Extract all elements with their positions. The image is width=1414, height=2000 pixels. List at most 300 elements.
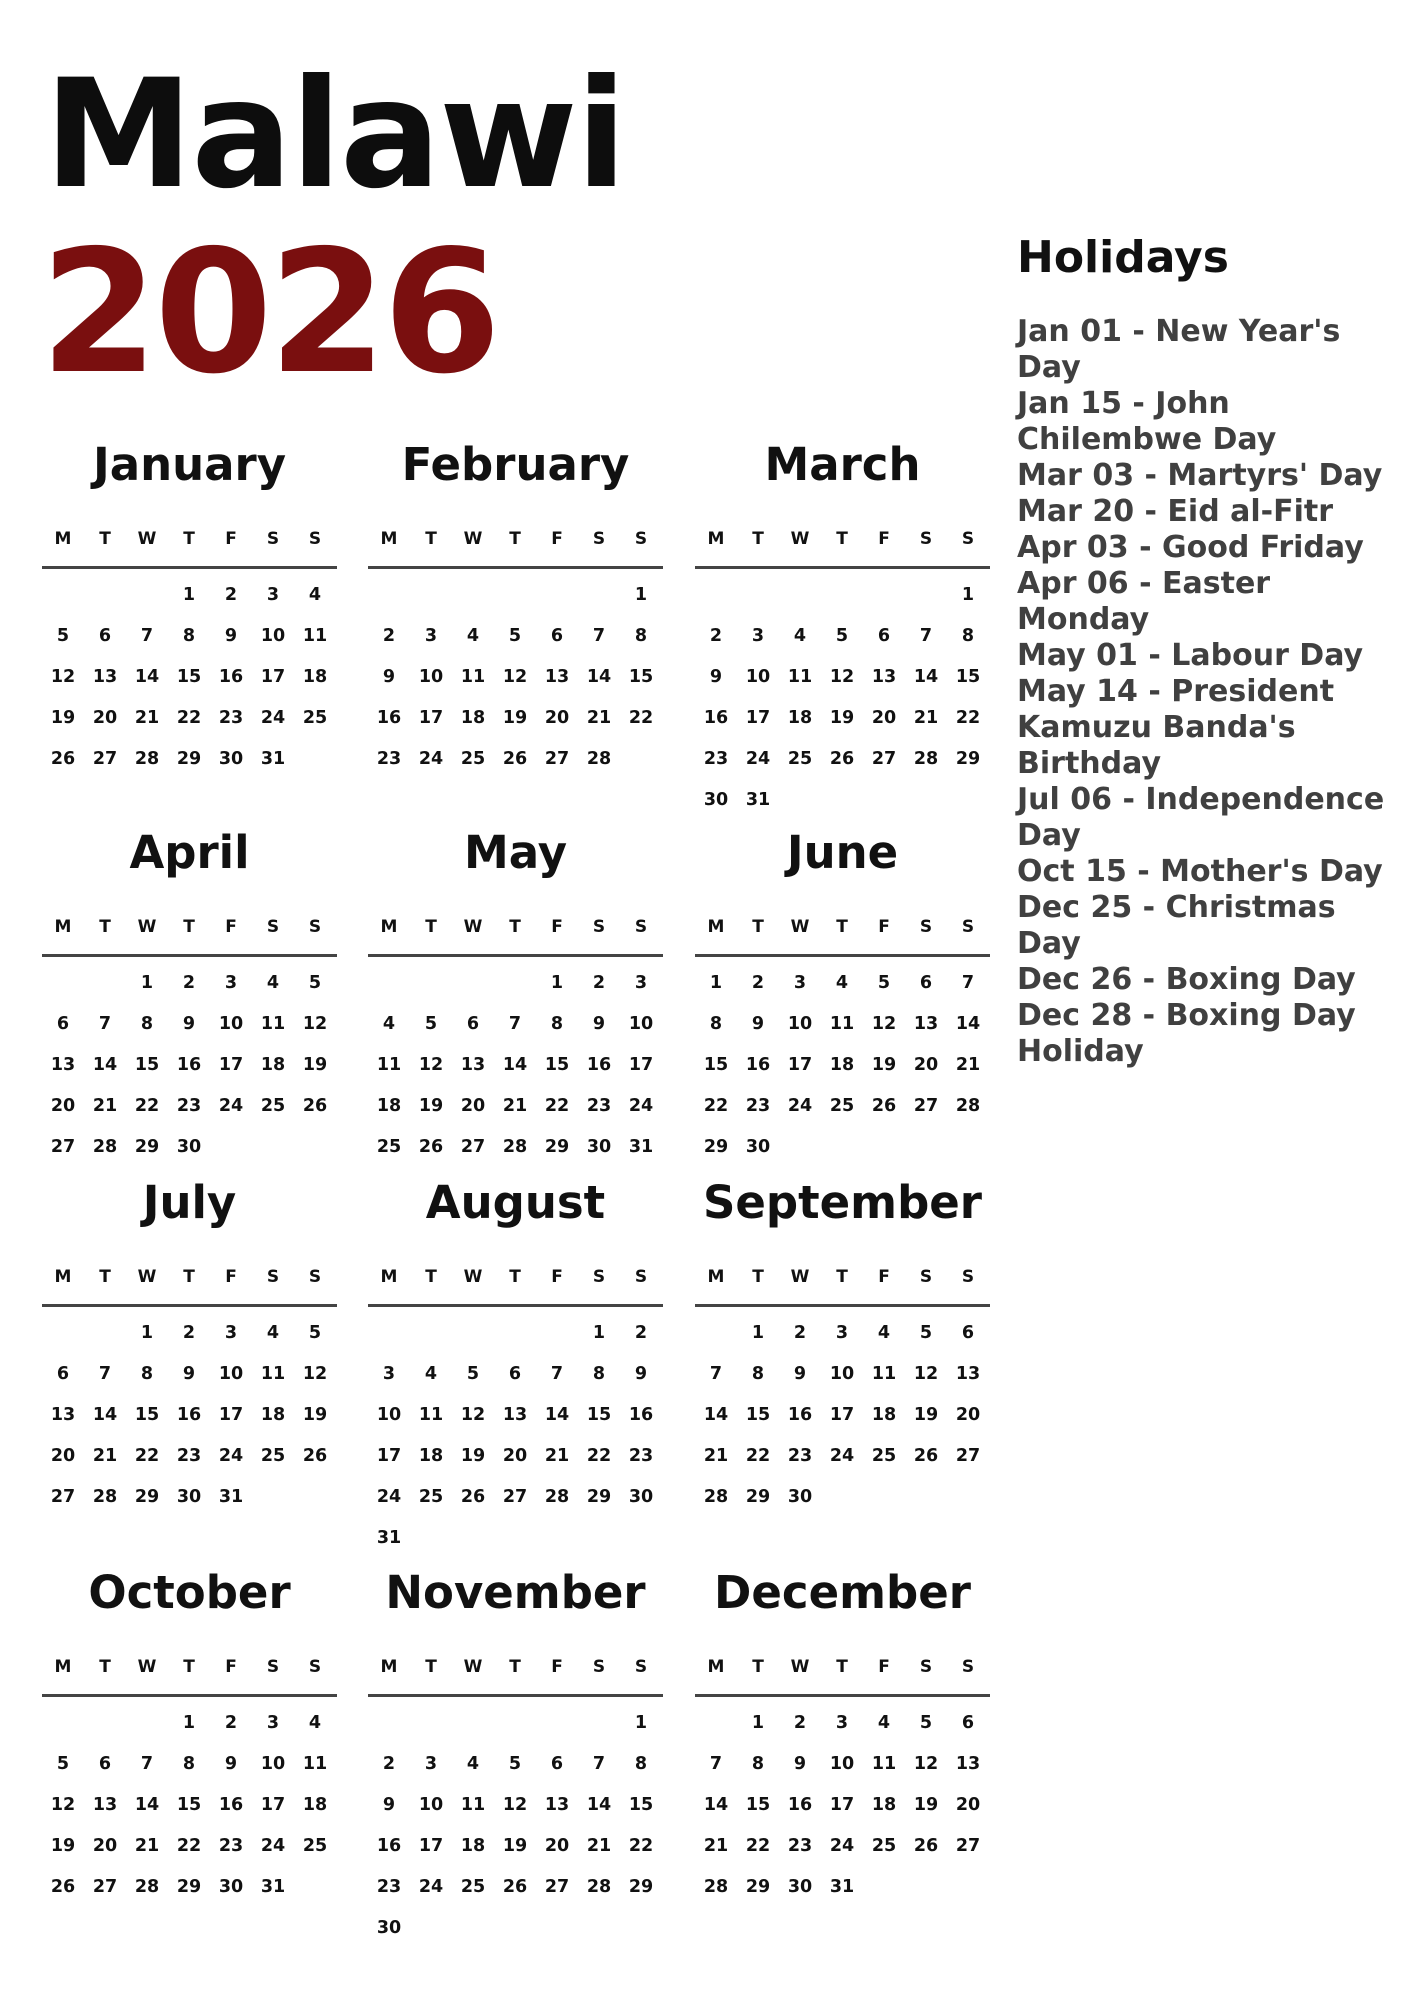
day-cell: 21 <box>703 1836 729 1856</box>
day-cell: 20 <box>92 1836 118 1856</box>
day-cell: 8 <box>550 1014 564 1034</box>
day-cell: 27 <box>955 1446 981 1466</box>
day-cell: 9 <box>793 1754 807 1774</box>
day-cell: 12 <box>50 1795 76 1815</box>
day-cell: 22 <box>176 708 202 728</box>
day-cell: 21 <box>586 1836 612 1856</box>
day-cell: 6 <box>877 626 891 646</box>
day-cell: 7 <box>550 1364 564 1384</box>
day-cell: 27 <box>913 1096 939 1116</box>
weekday-label: M <box>54 1657 72 1677</box>
day-cell: 26 <box>829 749 855 769</box>
day-cell: 30 <box>745 1137 771 1157</box>
day-cell: 10 <box>376 1405 402 1425</box>
weekday-header <box>368 917 663 957</box>
day-cell: 9 <box>224 626 238 646</box>
day-cell: 26 <box>50 1877 76 1897</box>
weekday-label: S <box>308 1657 322 1677</box>
day-cell: 19 <box>302 1055 328 1075</box>
day-cell: 25 <box>871 1446 897 1466</box>
day-cell: 20 <box>50 1096 76 1116</box>
day-cell: 26 <box>302 1096 328 1116</box>
day-cell: 4 <box>266 973 280 993</box>
day-cell: 12 <box>302 1364 328 1384</box>
weekday-label: F <box>551 529 563 549</box>
weekday-label: M <box>380 1657 398 1677</box>
day-cell: 19 <box>302 1405 328 1425</box>
weekday-label: S <box>266 1657 280 1677</box>
day-cell: 27 <box>502 1487 528 1507</box>
day-cell: 23 <box>787 1446 813 1466</box>
day-cell: 7 <box>592 626 606 646</box>
day-cell: 10 <box>218 1364 244 1384</box>
day-cell: 29 <box>628 1877 654 1897</box>
day-cell: 27 <box>544 749 570 769</box>
day-cell: 23 <box>176 1096 202 1116</box>
day-cell: 23 <box>376 1877 402 1897</box>
weekday-label: S <box>961 529 975 549</box>
day-cell: 22 <box>134 1446 160 1466</box>
day-cell: 23 <box>176 1446 202 1466</box>
day-cell: 16 <box>376 708 402 728</box>
day-cell: 17 <box>418 708 444 728</box>
day-cell: 29 <box>586 1487 612 1507</box>
day-cell: 15 <box>745 1795 771 1815</box>
day-cell: 11 <box>460 667 486 687</box>
day-cell: 26 <box>502 749 528 769</box>
day-cell: 2 <box>224 1713 238 1733</box>
holiday-item: Mar 20 - Eid al-Fitr <box>1017 494 1334 529</box>
day-cell: 12 <box>502 1795 528 1815</box>
weekday-header <box>42 1657 337 1697</box>
day-cell: 13 <box>92 667 118 687</box>
day-cell: 14 <box>955 1014 981 1034</box>
month-name: February <box>401 438 630 491</box>
day-cell: 17 <box>745 708 771 728</box>
day-cell: 2 <box>592 973 606 993</box>
day-cell: 18 <box>787 708 813 728</box>
day-cell: 25 <box>418 1487 444 1507</box>
weekday-label: W <box>463 1657 483 1677</box>
weekday-label: M <box>380 1267 398 1287</box>
day-cell: 29 <box>176 1877 202 1897</box>
day-cell: 24 <box>218 1096 244 1116</box>
day-cell: 16 <box>628 1405 654 1425</box>
weekday-label: T <box>425 1267 437 1287</box>
day-cell: 6 <box>919 973 933 993</box>
day-cell: 13 <box>544 667 570 687</box>
day-cell: 17 <box>418 1836 444 1856</box>
day-cell: 3 <box>382 1364 396 1384</box>
day-cell: 13 <box>955 1754 981 1774</box>
weekday-label: S <box>961 917 975 937</box>
day-cell: 26 <box>418 1137 444 1157</box>
day-cell: 20 <box>544 1836 570 1856</box>
day-cell: 8 <box>751 1754 765 1774</box>
day-cell: 29 <box>703 1137 729 1157</box>
weekday-label: S <box>919 1267 933 1287</box>
day-cell: 19 <box>502 708 528 728</box>
month-name: August <box>425 1176 606 1229</box>
holiday-item: Mar 03 - Martyrs' Day <box>1017 458 1383 493</box>
day-cell: 6 <box>466 1014 480 1034</box>
day-cell: 30 <box>628 1487 654 1507</box>
day-cell: 22 <box>586 1446 612 1466</box>
weekday-label: W <box>137 1267 157 1287</box>
day-cell: 19 <box>50 708 76 728</box>
day-cell: 31 <box>218 1487 244 1507</box>
day-cell: 15 <box>703 1055 729 1075</box>
day-cell: 22 <box>745 1446 771 1466</box>
day-cell: 23 <box>218 1836 244 1856</box>
day-cell: 17 <box>787 1055 813 1075</box>
day-cell: 4 <box>308 585 322 605</box>
day-cell: 3 <box>634 973 648 993</box>
day-cell: 13 <box>50 1055 76 1075</box>
weekday-label: T <box>836 1657 848 1677</box>
day-cell: 12 <box>460 1405 486 1425</box>
day-cell: 16 <box>376 1836 402 1856</box>
weekday-label: T <box>183 529 195 549</box>
weekday-label: S <box>634 917 648 937</box>
day-cell: 5 <box>508 626 522 646</box>
month-name: October <box>88 1566 291 1619</box>
day-cell: 13 <box>955 1364 981 1384</box>
day-cell: 7 <box>98 1014 112 1034</box>
day-cell: 3 <box>266 1713 280 1733</box>
weekday-label: F <box>225 1267 237 1287</box>
day-cell: 28 <box>134 749 160 769</box>
weekday-label: M <box>707 529 725 549</box>
day-cell: 19 <box>460 1446 486 1466</box>
day-cell: 30 <box>376 1918 402 1938</box>
day-cell: 1 <box>634 1713 648 1733</box>
day-cell: 2 <box>793 1713 807 1733</box>
day-cell: 9 <box>751 1014 765 1034</box>
month-name: November <box>385 1566 646 1619</box>
day-cell: 2 <box>182 1323 196 1343</box>
holiday-item: May 14 - President Kamuzu Banda's Birthday <box>1017 674 1335 781</box>
day-cell: 26 <box>302 1446 328 1466</box>
day-cell: 20 <box>871 708 897 728</box>
day-cell: 1 <box>751 1323 765 1343</box>
day-cell: 31 <box>260 749 286 769</box>
day-cell: 1 <box>140 1323 154 1343</box>
weekday-header <box>368 1267 663 1307</box>
day-cell: 20 <box>502 1446 528 1466</box>
weekday-label: S <box>919 917 933 937</box>
day-cell: 17 <box>218 1055 244 1075</box>
weekday-header <box>42 529 337 569</box>
weekday-label: T <box>183 917 195 937</box>
weekday-label: S <box>961 1657 975 1677</box>
day-cell: 29 <box>176 749 202 769</box>
day-cell: 20 <box>50 1446 76 1466</box>
day-cell: 6 <box>550 1754 564 1774</box>
day-cell: 13 <box>913 1014 939 1034</box>
day-cell: 16 <box>176 1055 202 1075</box>
day-cell: 14 <box>586 1795 612 1815</box>
day-cell: 1 <box>709 973 723 993</box>
day-cell: 2 <box>751 973 765 993</box>
day-cell: 5 <box>424 1014 438 1034</box>
day-cell: 28 <box>134 1877 160 1897</box>
month-name: May <box>463 826 568 879</box>
day-cell: 23 <box>703 749 729 769</box>
day-cell: 7 <box>919 626 933 646</box>
holiday-item: Dec 25 - Christmas Day <box>1017 890 1336 961</box>
day-cell: 2 <box>793 1323 807 1343</box>
day-cell: 14 <box>703 1795 729 1815</box>
day-cell: 25 <box>829 1096 855 1116</box>
weekday-label: S <box>308 1267 322 1287</box>
day-cell: 14 <box>502 1055 528 1075</box>
day-cell: 7 <box>98 1364 112 1384</box>
day-cell: 16 <box>586 1055 612 1075</box>
day-cell: 22 <box>745 1836 771 1856</box>
day-cell: 11 <box>829 1014 855 1034</box>
day-cell: 26 <box>913 1446 939 1466</box>
day-cell: 12 <box>502 667 528 687</box>
day-cell: 8 <box>140 1364 154 1384</box>
day-cell: 28 <box>586 1877 612 1897</box>
day-cell: 4 <box>466 626 480 646</box>
weekday-header <box>42 1267 337 1307</box>
day-cell: 16 <box>787 1795 813 1815</box>
weekday-label: M <box>707 917 725 937</box>
day-cell: 24 <box>628 1096 654 1116</box>
weekday-label: F <box>878 529 890 549</box>
weekday-label: T <box>99 529 111 549</box>
weekday-label: W <box>137 917 157 937</box>
weekday-header <box>368 529 663 569</box>
day-cell: 1 <box>592 1323 606 1343</box>
day-cell: 12 <box>50 667 76 687</box>
day-cell: 22 <box>703 1096 729 1116</box>
day-cell: 8 <box>961 626 975 646</box>
weekday-label: F <box>225 917 237 937</box>
day-cell: 25 <box>260 1096 286 1116</box>
day-cell: 16 <box>745 1055 771 1075</box>
month-name: March <box>764 438 921 491</box>
day-cell: 23 <box>376 749 402 769</box>
day-cell: 2 <box>224 585 238 605</box>
weekday-header <box>42 917 337 957</box>
day-cell: 16 <box>703 708 729 728</box>
weekday-label: T <box>509 1657 521 1677</box>
day-cell: 14 <box>92 1405 118 1425</box>
day-cell: 30 <box>176 1137 202 1157</box>
day-cell: 5 <box>508 1754 522 1774</box>
day-cell: 28 <box>955 1096 981 1116</box>
weekday-label: F <box>551 1267 563 1287</box>
weekday-label: S <box>308 529 322 549</box>
day-cell: 9 <box>382 1795 396 1815</box>
day-cell: 20 <box>955 1795 981 1815</box>
day-cell: 28 <box>913 749 939 769</box>
day-cell: 3 <box>424 1754 438 1774</box>
day-cell: 9 <box>182 1014 196 1034</box>
day-cell: 14 <box>586 667 612 687</box>
holiday-item: Dec 26 - Boxing Day <box>1017 962 1356 997</box>
day-cell: 2 <box>634 1323 648 1343</box>
weekday-header <box>695 529 990 569</box>
day-cell: 1 <box>751 1713 765 1733</box>
day-cell: 28 <box>586 749 612 769</box>
day-cell: 14 <box>134 1795 160 1815</box>
day-cell: 3 <box>835 1713 849 1733</box>
weekday-label: S <box>919 529 933 549</box>
weekday-label: T <box>752 1657 764 1677</box>
day-cell: 12 <box>302 1014 328 1034</box>
day-cell: 24 <box>260 1836 286 1856</box>
day-cell: 19 <box>418 1096 444 1116</box>
day-cell: 4 <box>835 973 849 993</box>
day-cell: 12 <box>829 667 855 687</box>
day-cell: 17 <box>260 1795 286 1815</box>
day-cell: 17 <box>260 667 286 687</box>
weekday-label: T <box>836 529 848 549</box>
weekday-label: W <box>790 1657 810 1677</box>
holiday-item: Jan 01 - New Year's Day <box>1017 314 1341 385</box>
day-cell: 8 <box>751 1364 765 1384</box>
day-cell: 13 <box>92 1795 118 1815</box>
weekday-label: M <box>707 1267 725 1287</box>
weekday-label: S <box>634 529 648 549</box>
day-cell: 13 <box>50 1405 76 1425</box>
day-cell: 12 <box>871 1014 897 1034</box>
day-cell: 15 <box>176 1795 202 1815</box>
day-cell: 6 <box>98 1754 112 1774</box>
day-cell: 3 <box>224 973 238 993</box>
day-cell: 11 <box>260 1364 286 1384</box>
day-cell: 10 <box>218 1014 244 1034</box>
day-cell: 18 <box>871 1405 897 1425</box>
day-cell: 13 <box>544 1795 570 1815</box>
month-name: December <box>714 1566 971 1619</box>
weekday-label: W <box>463 1267 483 1287</box>
day-cell: 26 <box>460 1487 486 1507</box>
day-cell: 13 <box>871 667 897 687</box>
day-cell: 25 <box>460 749 486 769</box>
day-cell: 1 <box>961 585 975 605</box>
weekday-label: S <box>266 1267 280 1287</box>
day-cell: 18 <box>260 1405 286 1425</box>
day-cell: 4 <box>424 1364 438 1384</box>
day-cell: 10 <box>260 1754 286 1774</box>
day-cell: 14 <box>703 1405 729 1425</box>
day-cell: 21 <box>703 1446 729 1466</box>
day-cell: 30 <box>218 749 244 769</box>
day-cell: 29 <box>955 749 981 769</box>
day-cell: 7 <box>709 1364 723 1384</box>
day-cell: 2 <box>709 626 723 646</box>
weekday-label: W <box>463 917 483 937</box>
weekday-label: T <box>509 1267 521 1287</box>
day-cell: 19 <box>50 1836 76 1856</box>
weekday-label: M <box>54 529 72 549</box>
day-cell: 24 <box>260 708 286 728</box>
day-cell: 26 <box>913 1836 939 1856</box>
day-cell: 11 <box>871 1754 897 1774</box>
day-cell: 28 <box>92 1487 118 1507</box>
day-cell: 20 <box>544 708 570 728</box>
weekday-header <box>695 1267 990 1307</box>
day-cell: 19 <box>913 1795 939 1815</box>
day-cell: 4 <box>308 1713 322 1733</box>
weekday-header <box>695 1657 990 1697</box>
day-cell: 29 <box>745 1487 771 1507</box>
day-cell: 5 <box>877 973 891 993</box>
day-cell: 4 <box>877 1323 891 1343</box>
day-cell: 25 <box>460 1877 486 1897</box>
weekday-label: F <box>878 917 890 937</box>
day-cell: 11 <box>418 1405 444 1425</box>
day-cell: 2 <box>382 1754 396 1774</box>
day-cell: 19 <box>871 1055 897 1075</box>
day-cell: 28 <box>703 1877 729 1897</box>
day-cell: 4 <box>877 1713 891 1733</box>
day-cell: 27 <box>92 749 118 769</box>
day-cell: 7 <box>961 973 975 993</box>
day-cell: 12 <box>418 1055 444 1075</box>
month-name: September <box>703 1176 982 1229</box>
weekday-label: S <box>592 1657 606 1677</box>
holiday-item: Oct 15 - Mother's Day <box>1017 854 1383 889</box>
day-cell: 28 <box>544 1487 570 1507</box>
day-cell: 11 <box>787 667 813 687</box>
day-cell: 5 <box>308 1323 322 1343</box>
day-cell: 11 <box>302 1754 328 1774</box>
day-cell: 22 <box>134 1096 160 1116</box>
weekday-label: T <box>752 917 764 937</box>
day-cell: 15 <box>134 1055 160 1075</box>
day-cell: 6 <box>550 626 564 646</box>
day-cell: 31 <box>829 1877 855 1897</box>
day-cell: 7 <box>140 626 154 646</box>
day-cell: 8 <box>140 1014 154 1034</box>
day-cell: 1 <box>182 585 196 605</box>
day-cell: 25 <box>260 1446 286 1466</box>
day-cell: 5 <box>919 1323 933 1343</box>
weekday-label: T <box>752 1267 764 1287</box>
holiday-item: Dec 28 - Boxing Day Holiday <box>1017 998 1356 1069</box>
day-cell: 5 <box>835 626 849 646</box>
weekday-label: F <box>551 917 563 937</box>
day-cell: 29 <box>134 1137 160 1157</box>
day-cell: 21 <box>134 708 160 728</box>
day-cell: 18 <box>302 1795 328 1815</box>
day-cell: 31 <box>376 1528 402 1548</box>
day-cell: 8 <box>182 626 196 646</box>
day-cell: 10 <box>260 626 286 646</box>
day-cell: 14 <box>134 667 160 687</box>
day-cell: 23 <box>787 1836 813 1856</box>
weekday-label: T <box>752 529 764 549</box>
month-name: July <box>142 1176 237 1229</box>
day-cell: 3 <box>751 626 765 646</box>
day-cell: 8 <box>634 626 648 646</box>
day-cell: 18 <box>376 1096 402 1116</box>
day-cell: 25 <box>787 749 813 769</box>
day-cell: 25 <box>871 1836 897 1856</box>
day-cell: 17 <box>829 1795 855 1815</box>
weekday-label: T <box>509 917 521 937</box>
day-cell: 4 <box>382 1014 396 1034</box>
day-cell: 23 <box>218 708 244 728</box>
weekday-label: M <box>380 917 398 937</box>
day-cell: 15 <box>955 667 981 687</box>
